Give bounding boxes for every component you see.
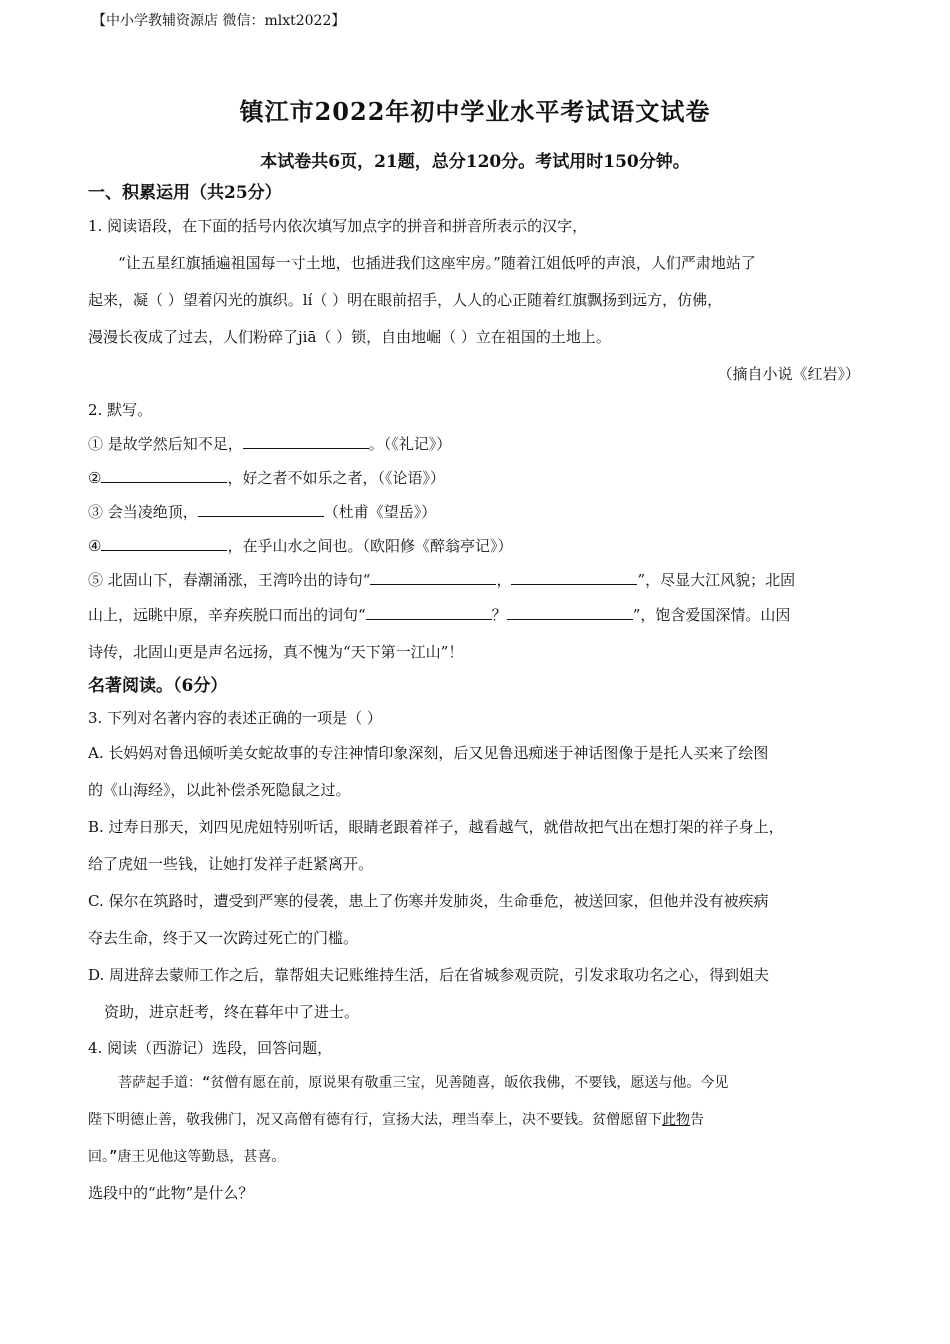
q2-item-5-line-2	[88, 597, 860, 634]
q2-prompt: 2. 默写。	[88, 401, 153, 419]
q3-option-a-line-2: 的《山海经》，以此补偿杀死隐鼠之过。	[88, 781, 351, 799]
q2-item-5-text-2: 山上，远眺中原，辛弃疾脱口而出的词句“	[88, 606, 366, 624]
answer-blank[interactable]	[198, 502, 324, 517]
answer-blank[interactable]	[507, 605, 633, 620]
answer-blank[interactable]	[366, 605, 492, 620]
section-heading-2: 名著阅读。（6分）	[88, 676, 228, 696]
q1-passage-line-1: “让五星红旗插遍祖国每一寸土地，也插进我们这座牢房。”随着江姐低呼的声浪，人们严肃地站了	[118, 254, 756, 272]
page-title: 镇江市2022年初中学业水平考试语文试卷	[239, 97, 711, 126]
q3-option-b-line-2: 给了虎妞一些钱，让她打发祥子赶紧离开。	[88, 855, 374, 873]
q2-item-2-num: ②	[88, 469, 102, 487]
q3-option-a-line-1: A. 长妈妈对鲁迅倾听美女蛇故事的专注神情印象深刻，后又见鲁迅痴迷于神话图像于是托人买来了绘图	[88, 744, 769, 762]
underlined-term: 此物	[662, 1112, 690, 1128]
q3-option-d-line-2: 资助，进京赶考，终在暮年中了进士。	[104, 1003, 360, 1021]
q4-passage-line-1: 菩萨起手道：“贫僧有愿在前，原说果有敬重三宝，见善随喜，皈依我佛，不要钱，愿送与他。今见	[118, 1075, 729, 1091]
q2-item-2-text: ，好之者不如乐之者，（《论语》）	[227, 469, 445, 487]
header-note: 【中小学教辅资源店 微信：mlxt2022】	[92, 13, 346, 29]
q2-item-4	[88, 529, 860, 563]
q2-item-5-tail: ”，尽显大江风貌；北固	[637, 571, 796, 589]
section-heading-1: 一、积累运用（共25分）	[88, 183, 282, 203]
q2-item-4-text: ，在乎山水之间也。（欧阳修《醉翁亭记》）	[227, 537, 513, 555]
q2-item-5-line-3: 诗传，北固山更是声名远扬，真不愧为“天下第一江山”！	[88, 643, 464, 661]
q4-passage-line-2	[88, 1102, 860, 1139]
answer-blank[interactable]	[243, 434, 369, 449]
q2-item-2	[88, 461, 860, 495]
q2-item-3-text: ③ 会当凌绝顶，	[88, 503, 198, 521]
q1-passage-line-3: 漫漫长夜成了过去，人们粉碎了jiā（ ）锁，自由地崛（ ）立在祖国的土地上。	[88, 328, 611, 346]
answer-blank[interactable]	[101, 536, 227, 551]
q1-prompt: 1. 阅读语段，在下面的括号内依次填写加点字的拼音和拼音所表示的汉字，	[88, 217, 588, 235]
answer-blank[interactable]	[101, 468, 227, 483]
q2-item-5-line-1	[88, 563, 860, 597]
q3-option-c-line-2: 夺去生命，终于又一次跨过死亡的门槛。	[88, 929, 359, 947]
q2-item-1-text: ① 是故学然后知不足，	[88, 435, 243, 453]
q2-item-1	[88, 427, 860, 461]
q2-item-5-comma: ，	[496, 571, 512, 589]
q2-item-3-tail: （杜甫《望岳》）	[323, 503, 437, 521]
q2-item-5-qmark: ？	[491, 606, 507, 624]
q4-passage-tail: 告	[690, 1112, 704, 1128]
q4-passage-text: 陛下明德止善，敬我佛门，况又高僧有德有行，宣扬大法，理当奉上，决不要钱。贫僧愿留下	[88, 1112, 662, 1128]
q4-prompt: 4. 阅读（西游记）选段，回答问题，	[88, 1039, 333, 1057]
answer-blank[interactable]	[511, 570, 637, 585]
q2-item-1-tail: 。（《礼记》）	[368, 435, 452, 453]
exam-content	[88, 178, 860, 1210]
page-subtitle: 本试卷共6页，21题，总分120分。考试用时150分钟。	[260, 152, 690, 172]
q1-passage-line-2: 起来，凝（ ）望着闪光的旗织。lí（ ）明在眼前招手，人人的心正随着红旗飘扬到远方，仿佛，	[88, 291, 723, 309]
q4-question: 选段中的“此物”是什么？	[88, 1184, 254, 1202]
q2-item-5-tail-2: ”，饱含爱国深情。山因	[632, 606, 791, 624]
q3-option-c-line-1: C. 保尔在筑路时，遭受到严寒的侵袭，患上了伤寒并发肺炎，生命垂危，被送回家，但他并没有被疾病	[88, 892, 769, 910]
answer-blank[interactable]	[370, 570, 496, 585]
q3-option-d-line-1: D. 周进辞去蒙师工作之后，靠帮姐夫记账维持生活，后在省城参观贡院，引发求取功名之心，得到姐夫	[88, 966, 770, 984]
q2-item-4-num: ④	[88, 537, 102, 555]
q1-source: （摘自小说《红岩》）	[717, 365, 860, 383]
q3-option-b-line-1: B. 过寿日那天，刘四见虎妞特别听话，眼睛老跟着祥子，越看越气，就借故把气出在想打架的祥子身上，	[88, 818, 784, 836]
q2-item-3	[88, 495, 860, 529]
q4-passage-line-3: 回。”唐王见他这等勤恳，甚喜。	[88, 1149, 286, 1165]
q2-item-5-text: ⑤ 北固山下，春潮涌涨，王湾吟出的诗句“	[88, 571, 371, 589]
q3-prompt: 3. 下列对名著内容的表述正确的一项是（ ）	[88, 709, 382, 727]
